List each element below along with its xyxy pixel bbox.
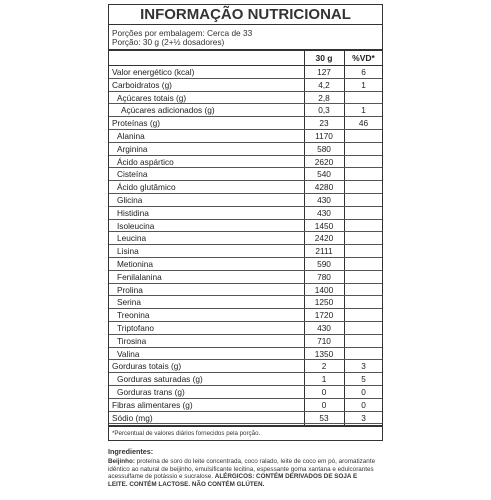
ingredients-text xyxy=(108,458,376,488)
nutrient-amount: 540 xyxy=(317,169,331,180)
nutrient-daily-value: 5 xyxy=(361,374,366,385)
nutrient-amount: 4280 xyxy=(314,182,334,193)
table-row xyxy=(109,271,382,284)
divider xyxy=(109,425,382,427)
ingredients-list: proteína de soro do leite concentrada, coco ralado, leite de coco em pó, aromatizante idêntico ao natural de beijinho, emulsificante lecitina, espessante goma xantana e edulcorantes acessulfame de potássio e sucralose. xyxy=(108,458,376,481)
table-row xyxy=(109,296,382,309)
allergen-warning: ALÉRGICOS: CONTÉM DERIVADOS DE SOJA E LEITE. CONTÉM LACTOSE. NÃO CONTÉM GLÚTEN. xyxy=(108,473,358,488)
ingredients-title: Ingredientes: xyxy=(108,447,154,456)
nutrient-daily-value xyxy=(344,232,383,244)
nutrient-name: Alanina xyxy=(117,131,145,141)
nutrient-amount: 0 xyxy=(321,387,327,397)
column-header-amount: 30 g xyxy=(315,53,333,63)
table-header xyxy=(109,49,382,66)
nutrient-daily-value: 1 xyxy=(361,105,366,116)
nutrient-name: Isoleucina xyxy=(117,220,155,231)
nutrient-amount: 710 xyxy=(317,335,331,346)
table-row xyxy=(109,322,382,335)
nutrient-daily-value xyxy=(344,348,383,360)
nutrient-name: Cisteína xyxy=(117,169,148,180)
nutrient-daily-value: 3 xyxy=(361,412,366,423)
label-title: INFORMAÇÃO NUTRICIONAL xyxy=(109,5,382,25)
nutrient-daily-value xyxy=(344,130,383,142)
nutrient-daily-value xyxy=(344,309,383,321)
nutrient-daily-value xyxy=(344,156,383,168)
nutrient-name: Serina xyxy=(117,297,141,308)
footnote: *Percentual de valores diários fornecidos pela porção. xyxy=(112,430,261,437)
servings-per-package: Porções por embalagem: Cerca de 33 xyxy=(112,28,253,38)
table-row xyxy=(109,104,382,117)
table-row xyxy=(109,348,382,361)
table-row xyxy=(109,194,382,207)
nutrient-name: Leucina xyxy=(117,233,147,244)
nutrient-daily-value xyxy=(344,181,383,193)
nutrient-daily-value xyxy=(344,296,383,308)
nutrient-amount: 1720 xyxy=(314,310,334,321)
nutrient-daily-value xyxy=(344,322,383,334)
nutrient-daily-value xyxy=(344,258,383,270)
nutrient-daily-value xyxy=(344,207,383,219)
table-row xyxy=(109,156,382,169)
nutrient-name: Treonina xyxy=(117,310,150,321)
nutrient-amount: 0 xyxy=(321,399,327,410)
nutrient-name: Ácido aspártico xyxy=(117,156,174,167)
nutrient-name: Lisina xyxy=(117,246,139,257)
nutrient-daily-value xyxy=(344,271,383,283)
nutrient-amount: 1 xyxy=(321,374,327,385)
nutrient-daily-value xyxy=(344,335,383,347)
column-header-daily-value: %VD* xyxy=(352,53,375,63)
nutrient-daily-value xyxy=(344,168,383,180)
nutrient-daily-value xyxy=(344,194,383,206)
table-row xyxy=(109,168,382,181)
nutrient-name: Proteínas (g) xyxy=(112,118,160,129)
nutrient-name: Gorduras trans (g) xyxy=(117,387,185,397)
nutrient-daily-value xyxy=(344,220,383,232)
nutrient-name: Gorduras saturadas (g) xyxy=(117,374,203,385)
nutrient-amount: 1350 xyxy=(314,348,334,359)
nutrient-amount: 53 xyxy=(319,412,329,423)
nutrient-name: Carboidratos (g) xyxy=(112,79,172,90)
nutrient-name: Tirosina xyxy=(117,335,147,346)
nutrient-daily-value xyxy=(344,284,383,296)
nutrient-amount: 1250 xyxy=(314,297,334,308)
table-row xyxy=(109,79,382,92)
nutrient-name: Valor energético (kcal) xyxy=(112,67,195,77)
table-row xyxy=(109,373,382,386)
nutrient-amount: 1170 xyxy=(315,131,333,141)
nutrient-name: Prolina xyxy=(117,284,143,295)
nutrition-facts-label xyxy=(108,4,383,441)
nutrient-daily-value xyxy=(344,143,383,155)
nutrient-daily-value: 0 xyxy=(361,387,366,397)
table-row xyxy=(109,335,382,348)
nutrient-amount: 780 xyxy=(317,271,331,282)
table-row xyxy=(109,245,382,258)
nutrient-name: Histidina xyxy=(117,207,149,218)
nutrient-name: Gorduras totais (g) xyxy=(112,361,182,372)
table-row xyxy=(109,258,382,271)
nutrient-amount: 4,2 xyxy=(318,79,330,90)
nutrient-amount: 2,8 xyxy=(318,92,330,103)
table-row xyxy=(109,117,382,130)
nutrient-name: Glicina xyxy=(117,195,143,205)
nutrient-amount: 2420 xyxy=(314,233,334,244)
nutrient-daily-value: 6 xyxy=(361,67,366,77)
flavor-name: Beijinho: xyxy=(108,458,135,465)
nutrient-name: Valina xyxy=(117,348,140,359)
nutrient-amount: 590 xyxy=(317,259,331,269)
nutrient-amount: 0,3 xyxy=(318,105,330,116)
nutrient-amount: 430 xyxy=(317,323,331,333)
table-row xyxy=(109,360,382,373)
nutrient-amount: 580 xyxy=(317,143,331,154)
table-row xyxy=(109,181,382,194)
nutrient-name: Fenilalanina xyxy=(117,271,162,282)
nutrient-daily-value xyxy=(344,245,383,257)
nutrient-name: Triptofano xyxy=(117,323,155,333)
nutrient-amount: 23 xyxy=(319,118,329,129)
nutrient-name: Açúcares adicionados (g) xyxy=(121,105,215,116)
table-row xyxy=(109,220,382,233)
nutrient-amount: 2111 xyxy=(315,246,333,257)
nutrient-name: Arginina xyxy=(117,143,148,154)
nutrient-amount: 1450 xyxy=(314,220,334,231)
serving-size: Porção: 30 g (2+½ dosadores) xyxy=(112,37,225,47)
table-row xyxy=(109,309,382,322)
table-row xyxy=(109,399,382,412)
table-row xyxy=(109,284,382,297)
nutrient-name: Metionina xyxy=(117,259,153,269)
table-row xyxy=(109,130,382,143)
table-row xyxy=(109,66,382,79)
nutrient-daily-value xyxy=(344,92,383,104)
nutrient-amount: 430 xyxy=(317,207,331,218)
table-row xyxy=(109,232,382,245)
nutrient-name: Açúcares totais (g) xyxy=(117,92,187,103)
table-row xyxy=(109,92,382,105)
table-row xyxy=(109,412,382,425)
nutrient-daily-value: 0 xyxy=(361,399,366,410)
nutrient-amount: 1400 xyxy=(314,284,334,295)
nutrient-daily-value: 46 xyxy=(358,118,369,129)
nutrient-name: Fibras alimentares (g) xyxy=(112,399,193,410)
nutrient-amount: 2620 xyxy=(314,156,334,167)
nutrient-daily-value: 1 xyxy=(361,79,366,90)
table-row xyxy=(109,207,382,220)
nutrient-name: Sódio (mg) xyxy=(112,412,153,423)
nutrient-amount: 430 xyxy=(317,195,331,205)
nutrient-amount: 2 xyxy=(321,361,327,372)
nutrient-name: Ácido glutâmico xyxy=(117,182,176,193)
nutrient-amount: 127 xyxy=(317,67,331,77)
table-row xyxy=(109,386,382,399)
table-row xyxy=(109,143,382,156)
nutrient-daily-value: 3 xyxy=(361,361,366,372)
